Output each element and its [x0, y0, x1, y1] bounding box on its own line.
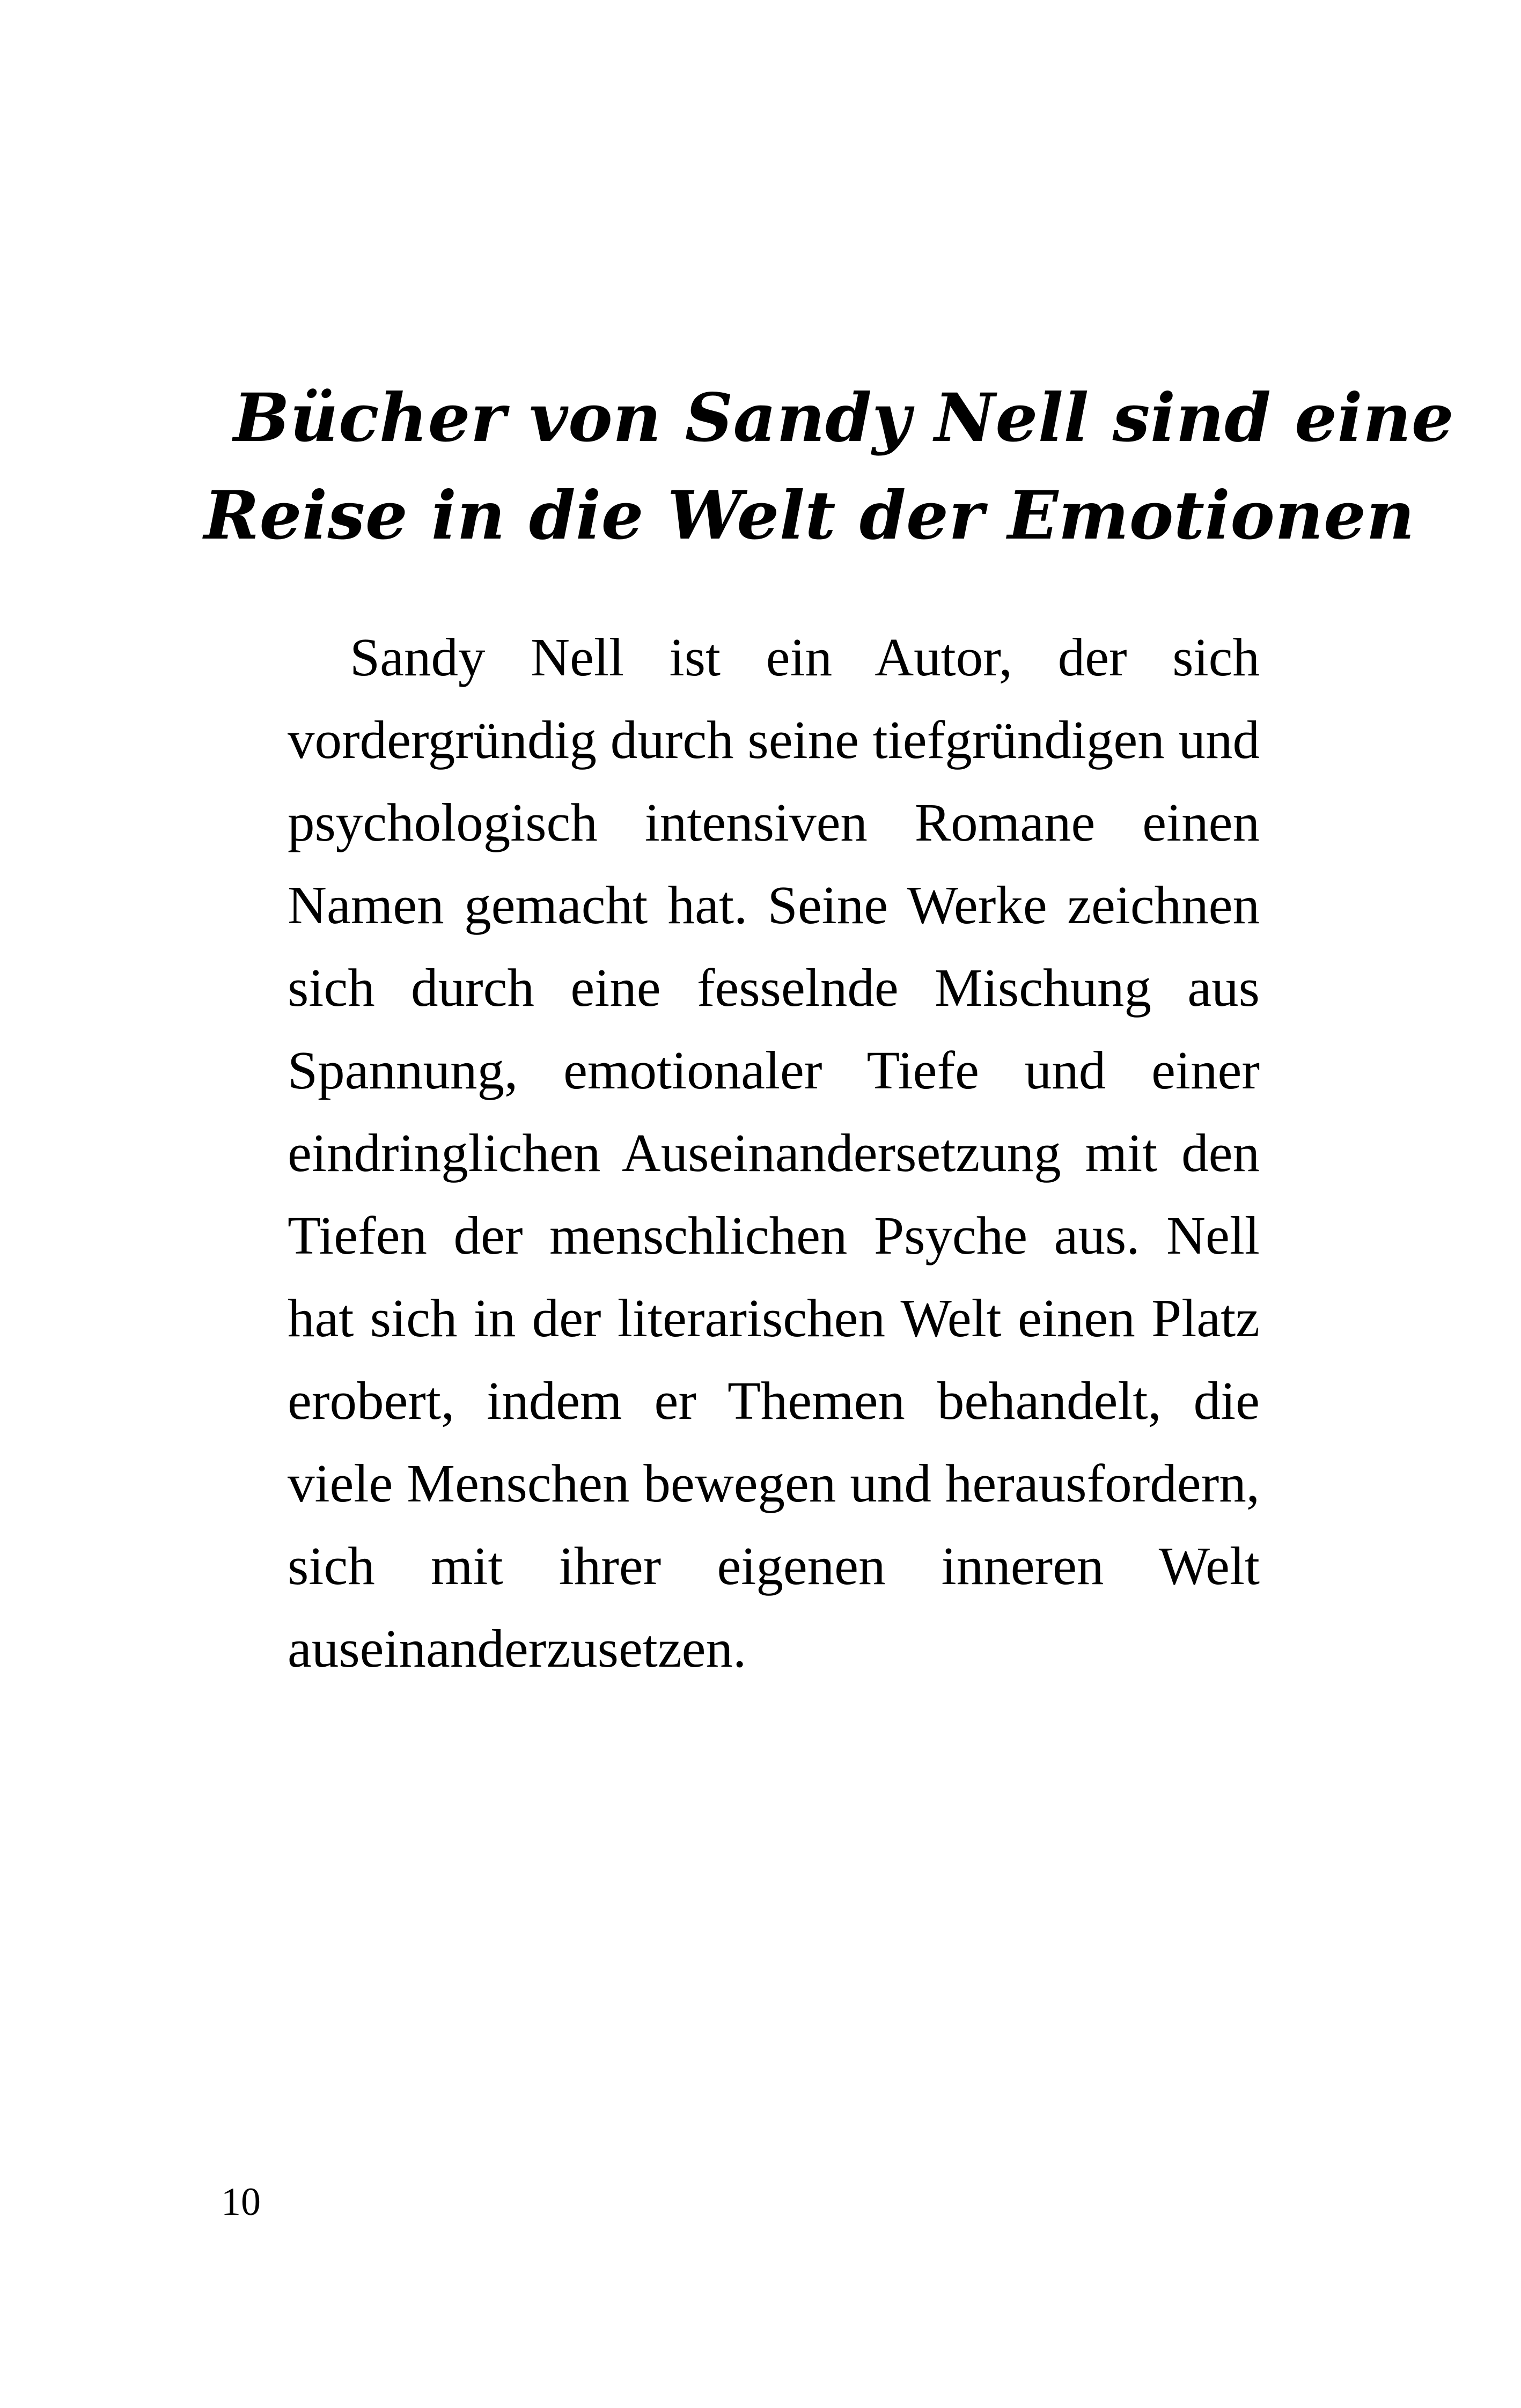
chapter-title-line-2: Reise in die Welt der Emotionen: [204, 477, 1415, 555]
body-paragraph: Sandy Nell ist ein Autor, der sich vordergründig durch seine tiefgründigen und psychologisch intensiven Romane einen Namen gemacht hat. Seine Werke zeichnen sich durch eine fesselnde Mischung aus Spannung, emotionaler Tiefe und einer eindringlichen Auseinandersetzung mit den Tiefen der menschlichen Psyche aus. Nell hat sich in der literarischen Welt einen Platz erobert, indem er Themen behandelt, die viele Menschen bewegen und herausfordern, sich mit ihrer eigenen inneren Welt auseinanderzusetzen.: [288, 627, 1260, 1678]
page-number: 10: [221, 2180, 261, 2224]
chapter-title-line-1: Bücher von Sandy Nell sind eine: [233, 379, 1454, 457]
